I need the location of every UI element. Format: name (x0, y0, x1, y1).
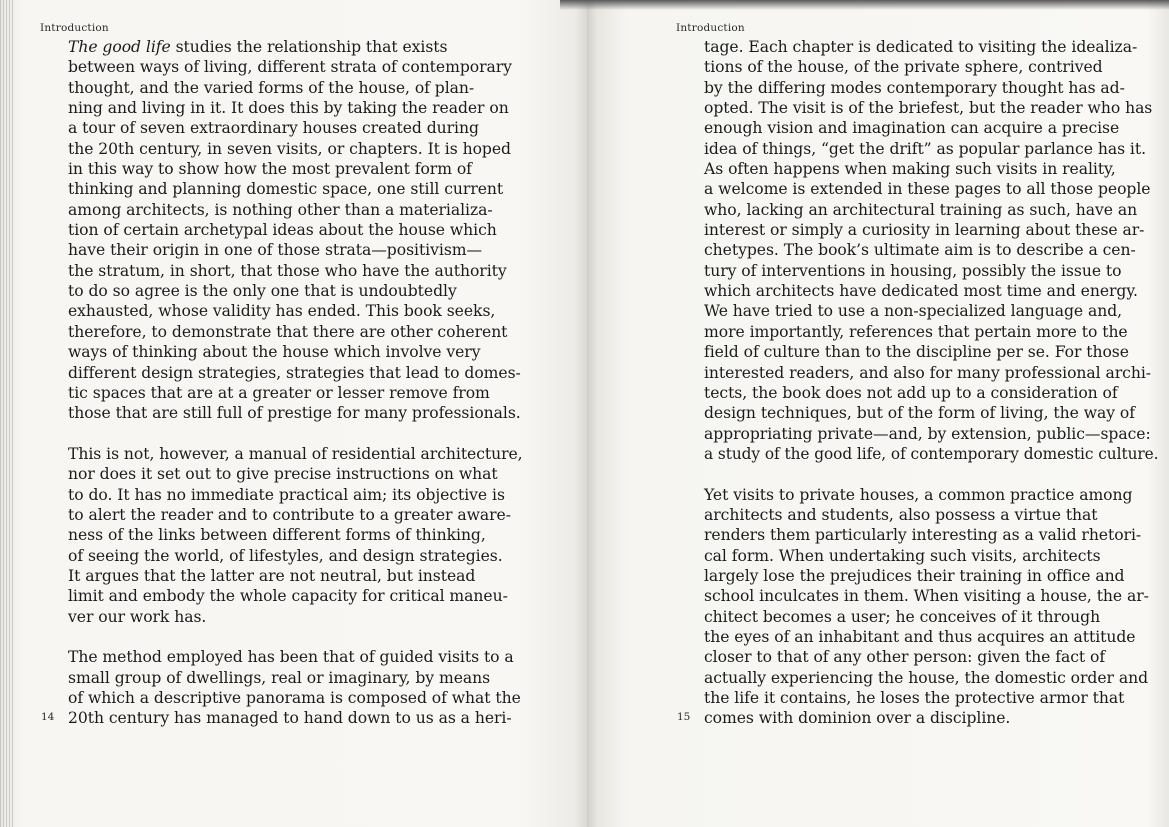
text-line: idea of things, “get the drift” as popular parlance has it. (704, 139, 1146, 158)
text-line: interest or simply a curiosity in learning about these ar- (704, 221, 1145, 240)
text-line: 20th century has managed to hand down to us as a heri- (68, 709, 512, 728)
text-line: between ways of living, different strata of contemporary (68, 58, 512, 77)
text-line: field of culture than to the discipline per se. For those (704, 343, 1129, 362)
paragraph-5 (704, 485, 1159, 729)
paragraph-1 (68, 37, 568, 424)
text-line: who, lacking an architectural training as such, have an (704, 200, 1138, 219)
text-line: largely lose the prejudices their training in office and (704, 566, 1125, 585)
text-line: opted. The visit is of the briefest, but the reader who has (704, 99, 1153, 118)
text-line: a study of the good life, of contemporary domestic culture. (704, 444, 1159, 463)
text-line: tions of the house, of the private sphere, contrived (704, 58, 1103, 77)
text-line: We have tried to use a non-specialized language and, (704, 302, 1123, 321)
paragraph-2 (68, 444, 568, 627)
text-line: limit and embody the whole capacity for critical maneu- (68, 587, 508, 606)
text-line: by the differing modes contemporary thought has ad- (704, 78, 1125, 97)
text-line: comes with dominion over a discipline. (704, 709, 1011, 728)
right-body-text (704, 37, 1159, 729)
left-body-text (68, 37, 568, 729)
page-edges (0, 0, 14, 827)
paragraph-4 (704, 37, 1159, 464)
text-line: tects, the book does not add up to a consideration of (704, 383, 1118, 402)
text-line: As often happens when making such visits in reality, (704, 160, 1116, 179)
text-line: The good life studies the relationship that exists (68, 38, 448, 56)
text-line: of which a descriptive panorama is composed of what the (68, 689, 521, 707)
text-line: to alert the reader and to contribute to a greater aware- (68, 505, 511, 524)
text-line: enough vision and imagination can acquire a precise (704, 119, 1120, 138)
text-line: thinking and planning domestic space, one still current (68, 180, 504, 199)
text-line: cal form. When undertaking such visits, architects (704, 546, 1101, 565)
text-line: actually experiencing the house, the domestic order and (704, 668, 1149, 687)
text-line: This is not, however, a manual of residential architecture, (68, 444, 523, 463)
text-line: have their origin in one of those strata—positivism— (68, 241, 483, 260)
text-line: ways of thinking about the house which involve very (68, 343, 481, 362)
text-line: chetypes. The book’s ultimate aim is to describe a cen- (704, 241, 1136, 260)
text-line: the eyes of an inhabitant and thus acquires an attitude (704, 627, 1136, 646)
text-line: a welcome is extended in these pages to all those people (704, 180, 1151, 199)
text-line: school inculcates in them. When visiting a house, the ar- (704, 587, 1149, 606)
text-line: thought, and the varied forms of the house, of plan- (68, 78, 475, 97)
text-line: a tour of seven extraordinary houses created during (68, 119, 479, 138)
text-line: tage. Each chapter is dedicated to visiting the idealiza- (704, 38, 1138, 56)
text-line: chitect becomes a user; he conceives of it through (704, 607, 1101, 626)
text-line: ver our work has. (68, 607, 207, 626)
text-line: nor does it set out to give precise instructions on what (68, 465, 498, 484)
text-line: design techniques, but of the form of living, the way of (704, 404, 1135, 423)
text-line: to do. It has no immediate practical aim; its objective is (68, 485, 505, 504)
text-line: It argues that the latter are not neutral, but instead (68, 566, 476, 585)
text-line: the life it contains, he loses the protective armor that (704, 689, 1125, 707)
paragraph-3 (68, 647, 568, 728)
text-line: tic spaces that are at a greater or lesser remove from (68, 383, 490, 402)
right-page (587, 0, 1169, 827)
text-line: closer to that of any other person: given the fact of (704, 648, 1106, 667)
text-line: tury of interventions in housing, possibly the issue to (704, 261, 1122, 280)
text-line: appropriating private—and, by extension, public—space: (704, 424, 1151, 443)
book-title-italic: The good life (68, 38, 171, 56)
text-line: therefore, to demonstrate that there are other coherent (68, 322, 508, 341)
text-line: renders them particularly interesting as a valid rhetori- (704, 526, 1142, 545)
text-line: ning and living in it. It does this by taking the reader on (68, 99, 509, 118)
text-line: those that are still full of prestige for many professionals. (68, 404, 521, 423)
text-line: small group of dwellings, real or imaginary, by means (68, 668, 491, 687)
scan-shadow (560, 0, 1169, 10)
text-line: exhausted, whose validity has ended. This book seeks, (68, 302, 496, 321)
text-line: The method employed has been that of guided visits to a (68, 648, 514, 667)
text-line: more importantly, references that pertain more to the (704, 322, 1128, 341)
text-line: to do so agree is the only one that is undoubtedly (68, 282, 457, 301)
page-number-left: 14 (41, 711, 55, 723)
text-line: Yet visits to private houses, a common practice among (704, 485, 1133, 504)
text-line: of seeing the world, of lifestyles, and design strategies. (68, 546, 503, 565)
page-number-right: 15 (677, 711, 691, 723)
running-head-left: Introduction (40, 22, 109, 34)
text-line: among architects, is nothing other than a materializa- (68, 200, 493, 219)
text-line: architects and students, also possess a virtue that (704, 505, 1098, 524)
text-line: the 20th century, in seven visits, or chapters. It is hoped (68, 139, 511, 158)
text-line: ness of the links between different forms of thinking, (68, 526, 486, 545)
text-line: in this way to show how the most prevalent form of (68, 160, 472, 179)
text-line: different design strategies, strategies that lead to domes- (68, 363, 521, 382)
text-line: tion of certain archetypal ideas about the house which (68, 221, 497, 240)
text-line: interested readers, and also for many professional archi- (704, 363, 1152, 382)
text-line: which architects have dedicated most time and energy. (704, 282, 1138, 301)
text-line: the stratum, in short, that those who have the authority (68, 261, 507, 280)
running-head-right: Introduction (676, 22, 745, 34)
